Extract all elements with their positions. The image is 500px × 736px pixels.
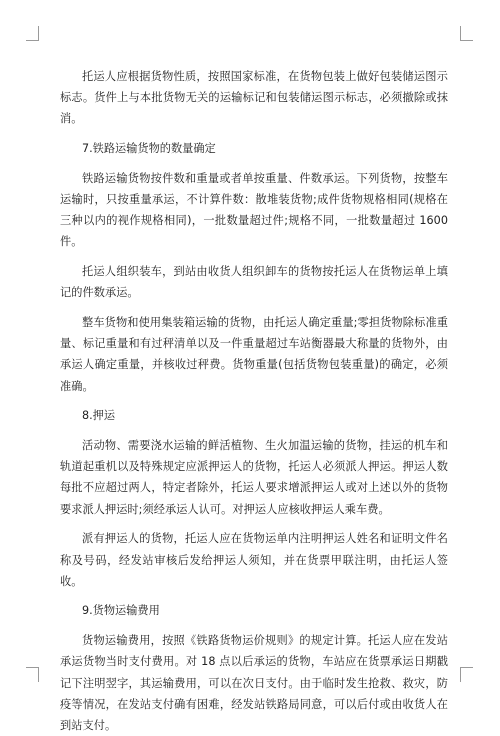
- crop-mark-top-right: [460, 26, 473, 41]
- section-heading-quantity: 7.铁路运输货物的数量确定: [82, 142, 216, 156]
- paragraph-weight-determination: 整车货物和使用集装箱运输的货物，由托运人确定重量;零担货物除标准重量、标记重量和有过秤清单以及一件重量超过车站衡器最大称量的货物外，由承运人确定重量，并核收过秤费。货物重量(包括货物包装重量)的确定，必须准确。: [60, 316, 448, 393]
- crop-mark-top-left: [26, 26, 39, 41]
- paragraph-fee-rules: 货物运输费用，按照《铁路货物运价规则》的规定计算。托运人应在发站承运货物当时支付费用。对 18 点以后承运的货物，车站应在货票承运日期戳记下注明翌字，其运输费用，可以在次日支付。由于临时发生抢救、救灾，防疫等情况，在发站支付确有困难，经发站铁路局同意，可以后付或由收货人在到站支付。: [60, 634, 448, 732]
- crop-mark-bottom-left: [26, 667, 39, 682]
- paragraph-quantity-rules: 铁路运输货物按件数和重量或者单按重量、件数承运。下列货物，按整车运输时，只按重量承运，不计算件数：散堆装货物;成件货物规格相同(规格在三种以内的视作规格相同)，一批数量超过件;规格不同，一批数量超过 1600 件。: [60, 171, 448, 249]
- section-heading-fees: 9.货物运输费用: [82, 604, 160, 618]
- crop-mark-bottom-right: [460, 667, 473, 682]
- paragraph-packaging-marks: 托运人应根据货物性质，按照国家标准，在货物包装上做好包装储运图示标志。货件上与本批货物无关的运输标记和包装储运图示标志，必须撤除或抹消。: [60, 70, 448, 126]
- paragraph-loading-count: 托运人组织装车，到站由收货人组织卸车的货物按托运人在货物运单上填记的件数承运。: [60, 265, 448, 300]
- paragraph-escort-waybill: 派有押运人的货物，托运人应在货物运单内注明押运人姓名和证明文件名称及号码，经发站审核后发给押运人须知，并在货票甲联注明，由托运人签收。: [60, 532, 448, 588]
- paragraph-escort-rules: 活动物、需要浇水运输的鲜活植物、生火加温运输的货物，挂运的机车和轨道起重机以及特殊规定应派押运人的货物，托运人必须派人押运。押运人数每批不应超过两人，特定者除外，托运人要求增派押运人或对上述以外的货物要求派人押运时;须经承运人认可。对押运人应核收押运人乘车费。: [60, 439, 448, 516]
- section-heading-escort: 8.押运: [82, 409, 116, 423]
- document-body: [60, 66, 448, 736]
